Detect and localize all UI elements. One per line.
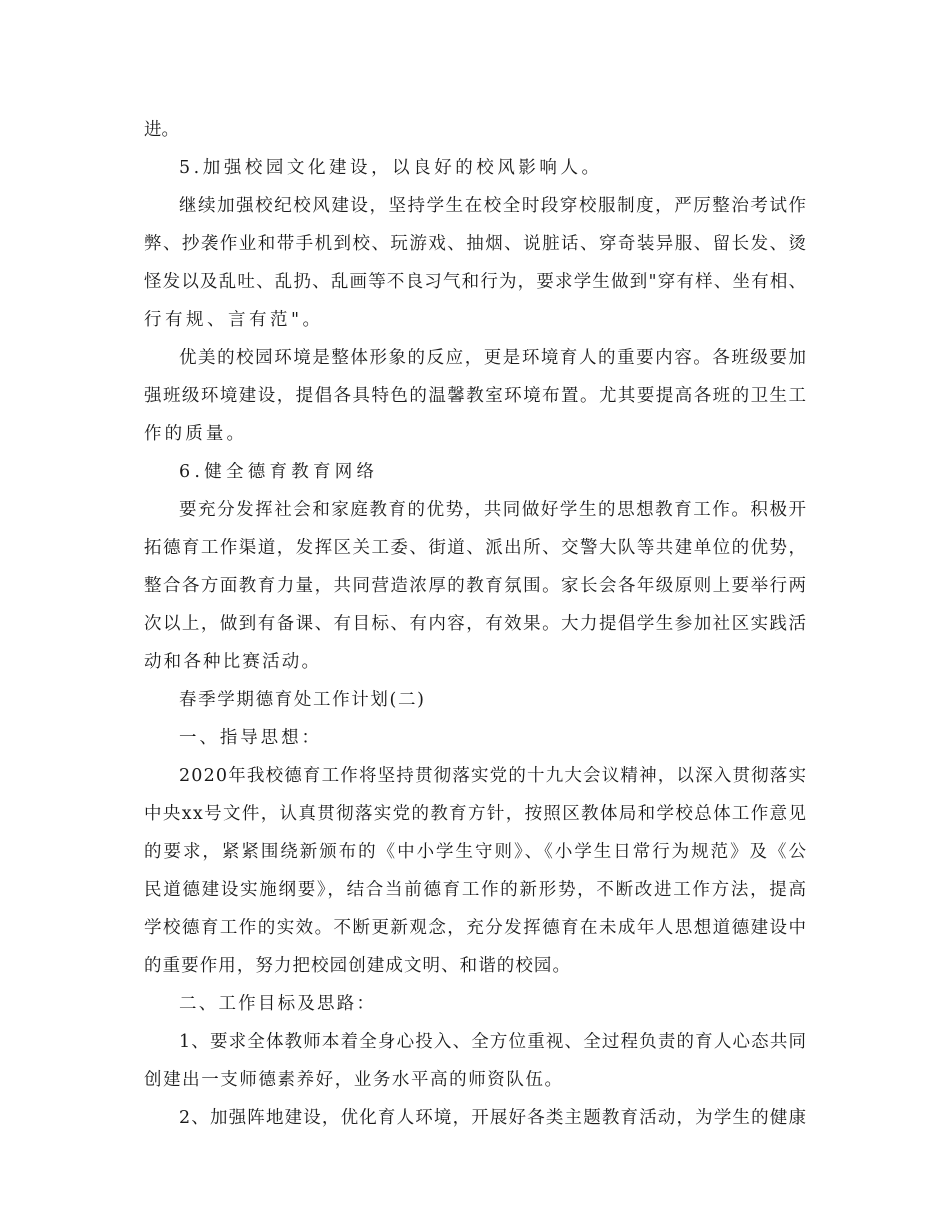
text-line: 的重要作用，努力把校园创建成文明、和谐的校园。 [144, 956, 572, 976]
text-line: 强班级环境建设，提倡各具特色的温馨教室环境布置。尤其要提高各班的卫生工 [144, 386, 808, 406]
text-line: 2020年我校德育工作将坚持贯彻落实党的十九大会议精神，以深入贯彻落实 [179, 766, 808, 786]
text-line: 民道德建设实施纲要》，结合当前德育工作的新形势，不断改进工作方法，提高 [144, 880, 808, 900]
text-line: 次以上，做到有备课、有目标、有内容，有效果。大力提倡学生参加社区实践活 [144, 614, 808, 634]
section-heading: 5.加强校园文化建设，以良好的校风影响人。 [179, 158, 603, 178]
text-line: 中央xx号文件，认真贯彻落实党的教育方针，按照区教体局和学校总体工作意见 [144, 804, 808, 824]
text-line: 行有规、言有范"。 [144, 310, 324, 330]
text-line: 动和各种比赛活动。 [144, 652, 322, 672]
text-line: 的要求，紧紧围绕新颁布的《中小学生守则》、《小学生日常行为规范》及《公 [144, 842, 808, 862]
text-line: 进。 [144, 120, 179, 140]
section-heading: 一、指导思想： [179, 728, 322, 748]
text-line: 作的质量。 [144, 424, 248, 444]
text-line: 2、加强阵地建设，优化育人环境，开展好各类主题教育活动，为学生的健康 [179, 1108, 808, 1128]
text-line: 要充分发挥社会和家庭教育的优势，共同做好学生的思想教育工作。积极开 [179, 500, 808, 520]
text-line: 创建出一支师德素养好，业务水平高的师资队伍。 [144, 1070, 564, 1090]
section-heading: 6.健全德育教育网络 [179, 462, 379, 482]
text-line: 1、要求全体教师本着全身心投入、全方位重视、全过程负责的育人心态共同 [179, 1032, 808, 1052]
text-line: 继续加强校纪校风建设，坚持学生在校全时段穿校服制度，严厉整治考试作 [179, 196, 808, 216]
section-heading: 二、工作目标及思路： [179, 994, 377, 1014]
text-line: 学校德育工作的实效。不断更新观念，充分发挥德育在未成年人思想道德建设中 [144, 918, 808, 938]
text-line: 优美的校园环境是整体形象的反应，更是环境育人的重要内容。各班级要加 [179, 348, 808, 368]
text-line: 拓德育工作渠道，发挥区关工委、街道、派出所、交警大队等共建单位的优势， [144, 538, 808, 558]
section-heading: 春季学期德育处工作计划(二) [179, 690, 426, 710]
text-line: 怪发以及乱吐、乱扔、乱画等不良习气和行为，要求学生做到"穿有样、坐有相、 [144, 272, 808, 292]
text-line: 弊、抄袭作业和带手机到校、玩游戏、抽烟、说脏话、穿奇装异服、留长发、烫 [144, 234, 808, 254]
text-line: 整合各方面教育力量，共同营造浓厚的教育氛围。家长会各年级原则上要举行两 [144, 576, 808, 596]
